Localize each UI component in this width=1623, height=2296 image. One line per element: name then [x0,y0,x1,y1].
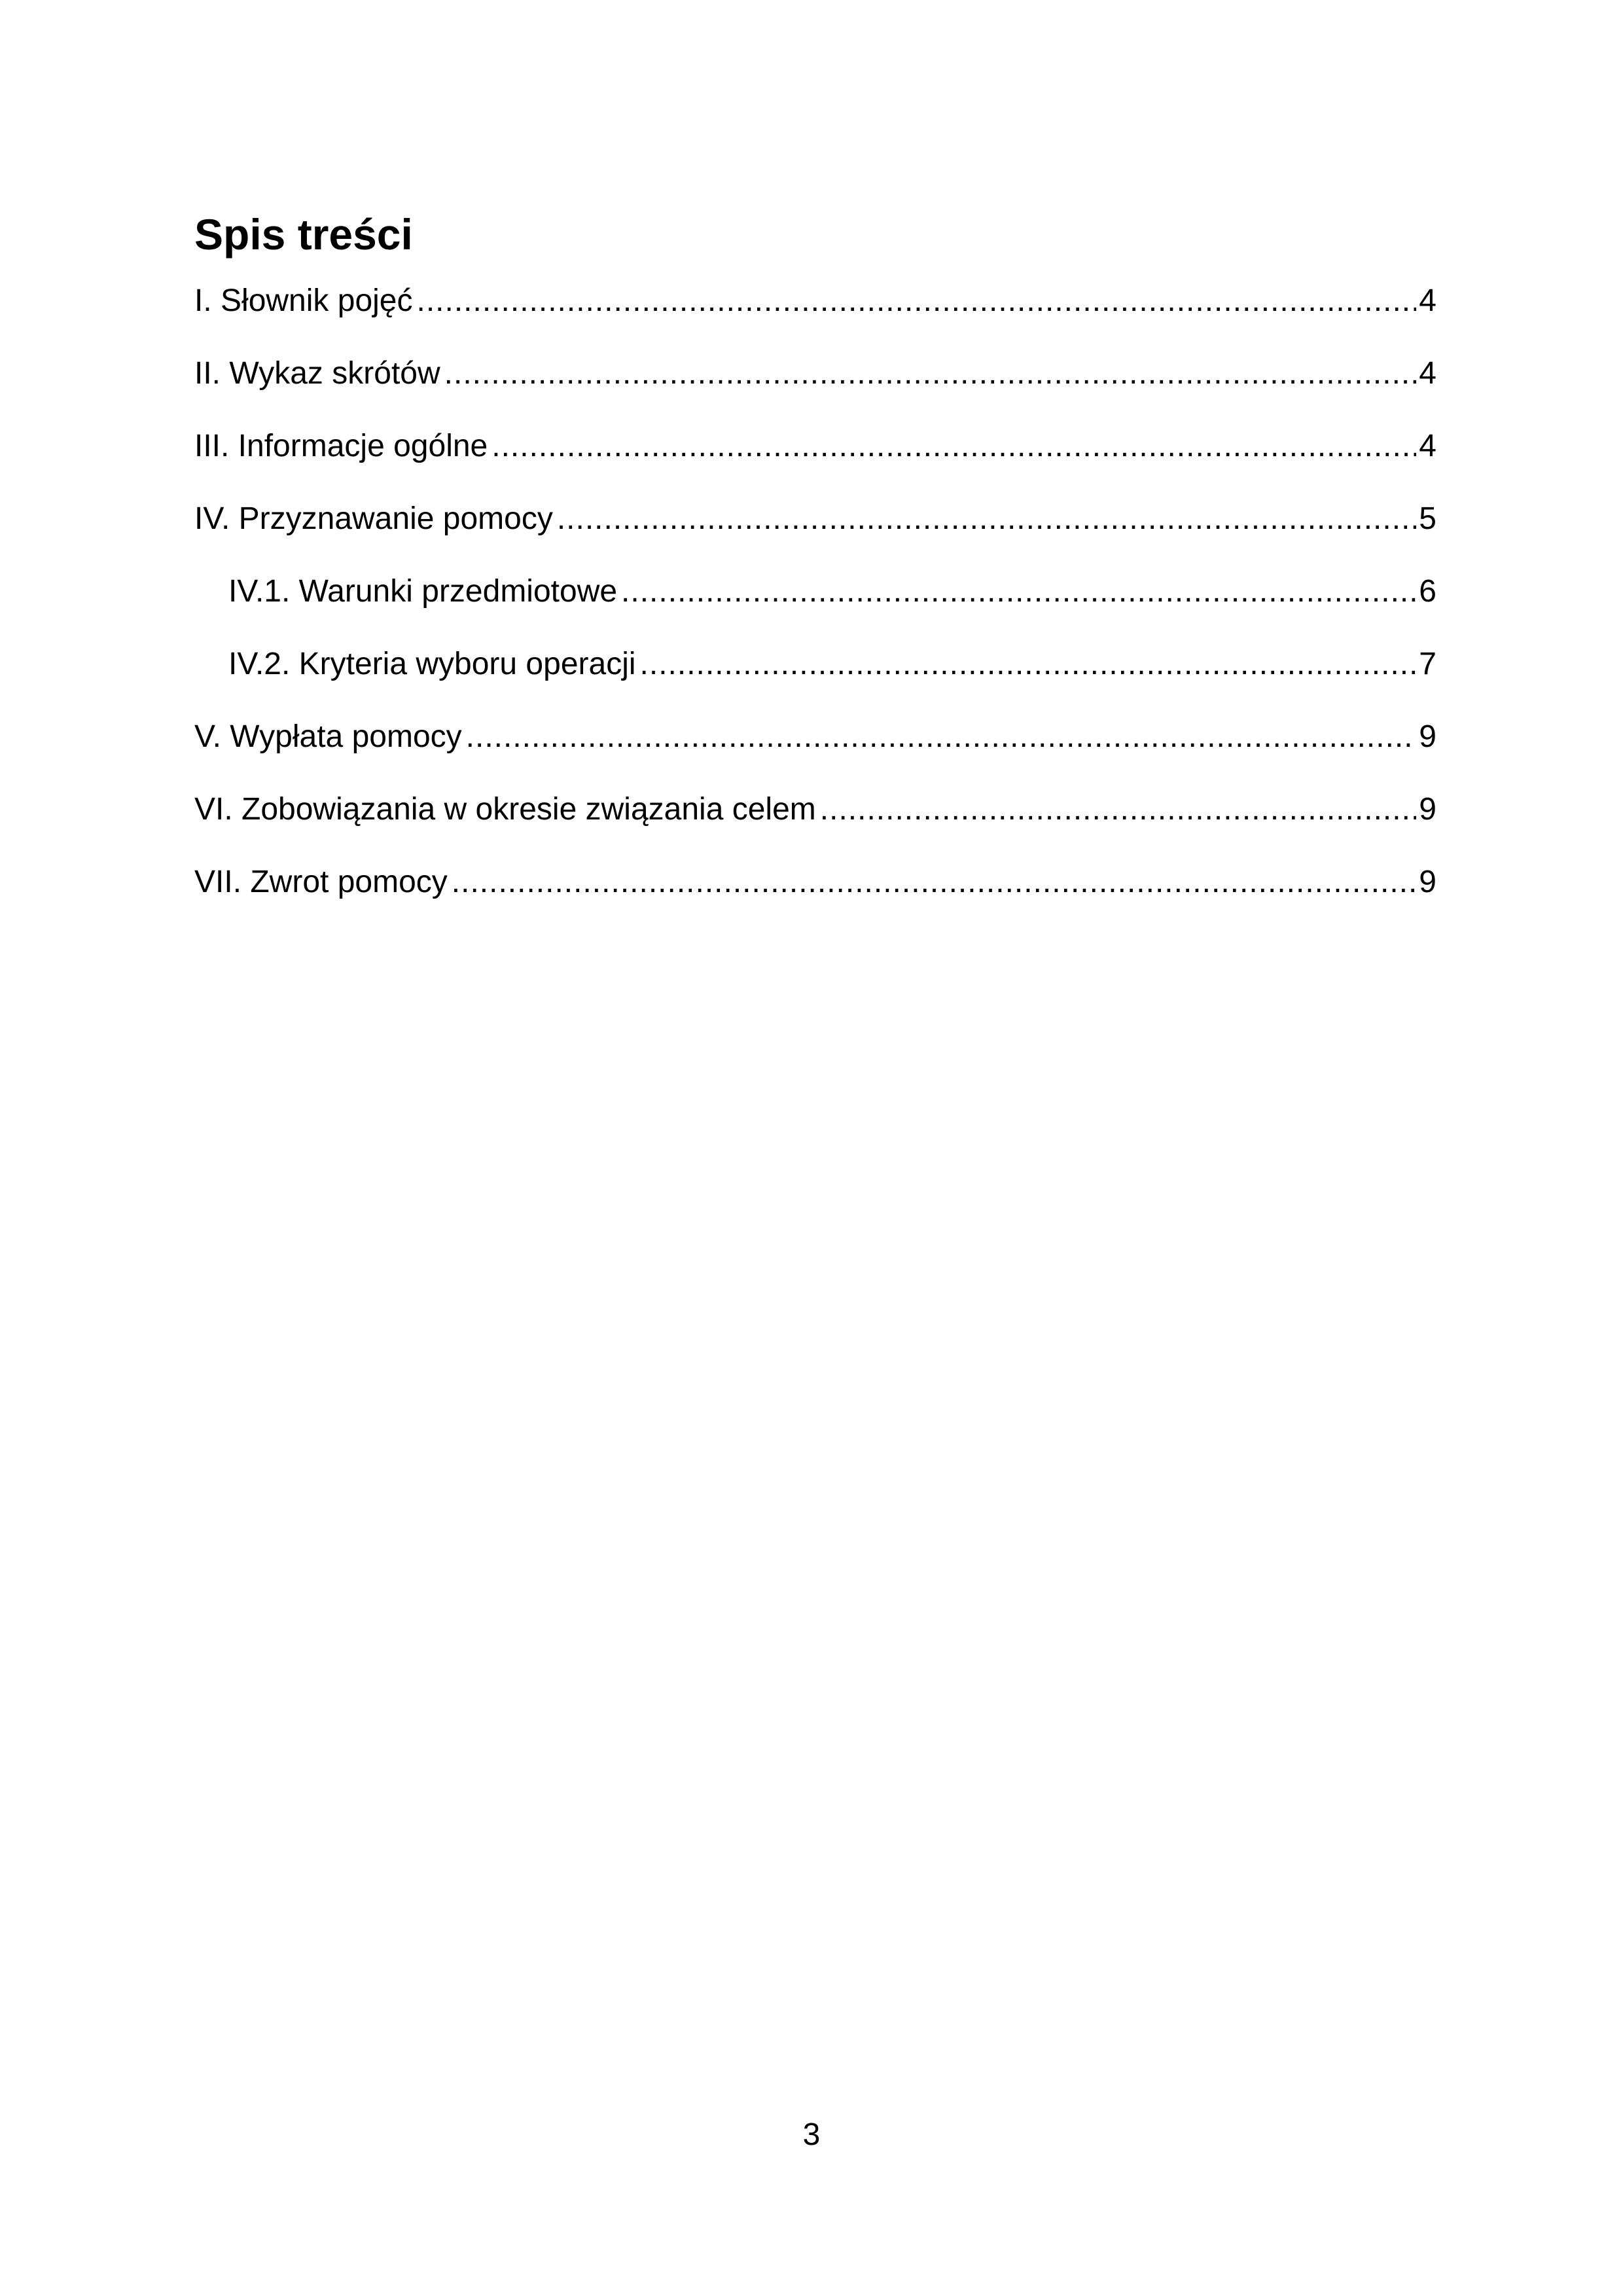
toc-dot-leader [466,711,1417,763]
toc-entry-informacje-ogolne[interactable] [194,420,1436,493]
toc-entry-title: VII. Zwrot pomocy [194,856,452,908]
toc-entry-title: II. Wykaz skrótów [194,348,444,400]
toc-entry-wykaz-skrotow[interactable] [194,348,1436,420]
toc-entry-page: 5 [1416,493,1436,545]
toc-dot-leader [557,493,1416,545]
table-of-contents [194,275,1436,929]
toc-dot-leader [621,565,1416,618]
toc-entry-title: VI. Zobowiązania w okresie związania celem [194,783,820,836]
toc-entry-title: V. Wypłata pomocy [194,711,466,763]
toc-heading: Spis treści [194,210,413,259]
toc-entry-kryteria-wyboru-operacji[interactable] [194,638,1436,711]
toc-entry-page: 7 [1416,638,1436,691]
toc-dot-leader [491,420,1416,473]
toc-entry-zwrot-pomocy[interactable] [194,856,1436,929]
toc-entry-title: I. Słownik pojęć [194,275,417,327]
toc-dot-leader [452,856,1417,908]
toc-entry-slownik-pojec[interactable] [194,275,1436,348]
toc-dot-leader [820,783,1417,836]
toc-dot-leader [444,348,1417,400]
toc-entry-title: IV.1. Warunki przedmiotowe [228,565,621,618]
toc-entry-page: 9 [1416,711,1436,763]
toc-entry-zobowiazania[interactable] [194,783,1436,856]
toc-entry-page: 9 [1416,856,1436,908]
toc-entry-title: IV.2. Kryteria wyboru operacji [228,638,640,691]
toc-entry-page: 4 [1416,275,1436,327]
toc-dot-leader [417,275,1417,327]
toc-entry-title: IV. Przyznawanie pomocy [194,493,557,545]
toc-entry-wyplata-pomocy[interactable] [194,711,1436,783]
toc-entry-page: 4 [1416,348,1436,400]
toc-entry-page: 6 [1416,565,1436,618]
toc-entry-przyznawanie-pomocy[interactable] [194,493,1436,565]
page-number: 3 [802,2117,821,2152]
toc-entry-title: III. Informacje ogólne [194,420,491,473]
toc-entry-page: 9 [1416,783,1436,836]
toc-entry-page: 4 [1416,420,1436,473]
toc-dot-leader [640,638,1417,691]
toc-entry-warunki-przedmiotowe[interactable] [194,565,1436,638]
